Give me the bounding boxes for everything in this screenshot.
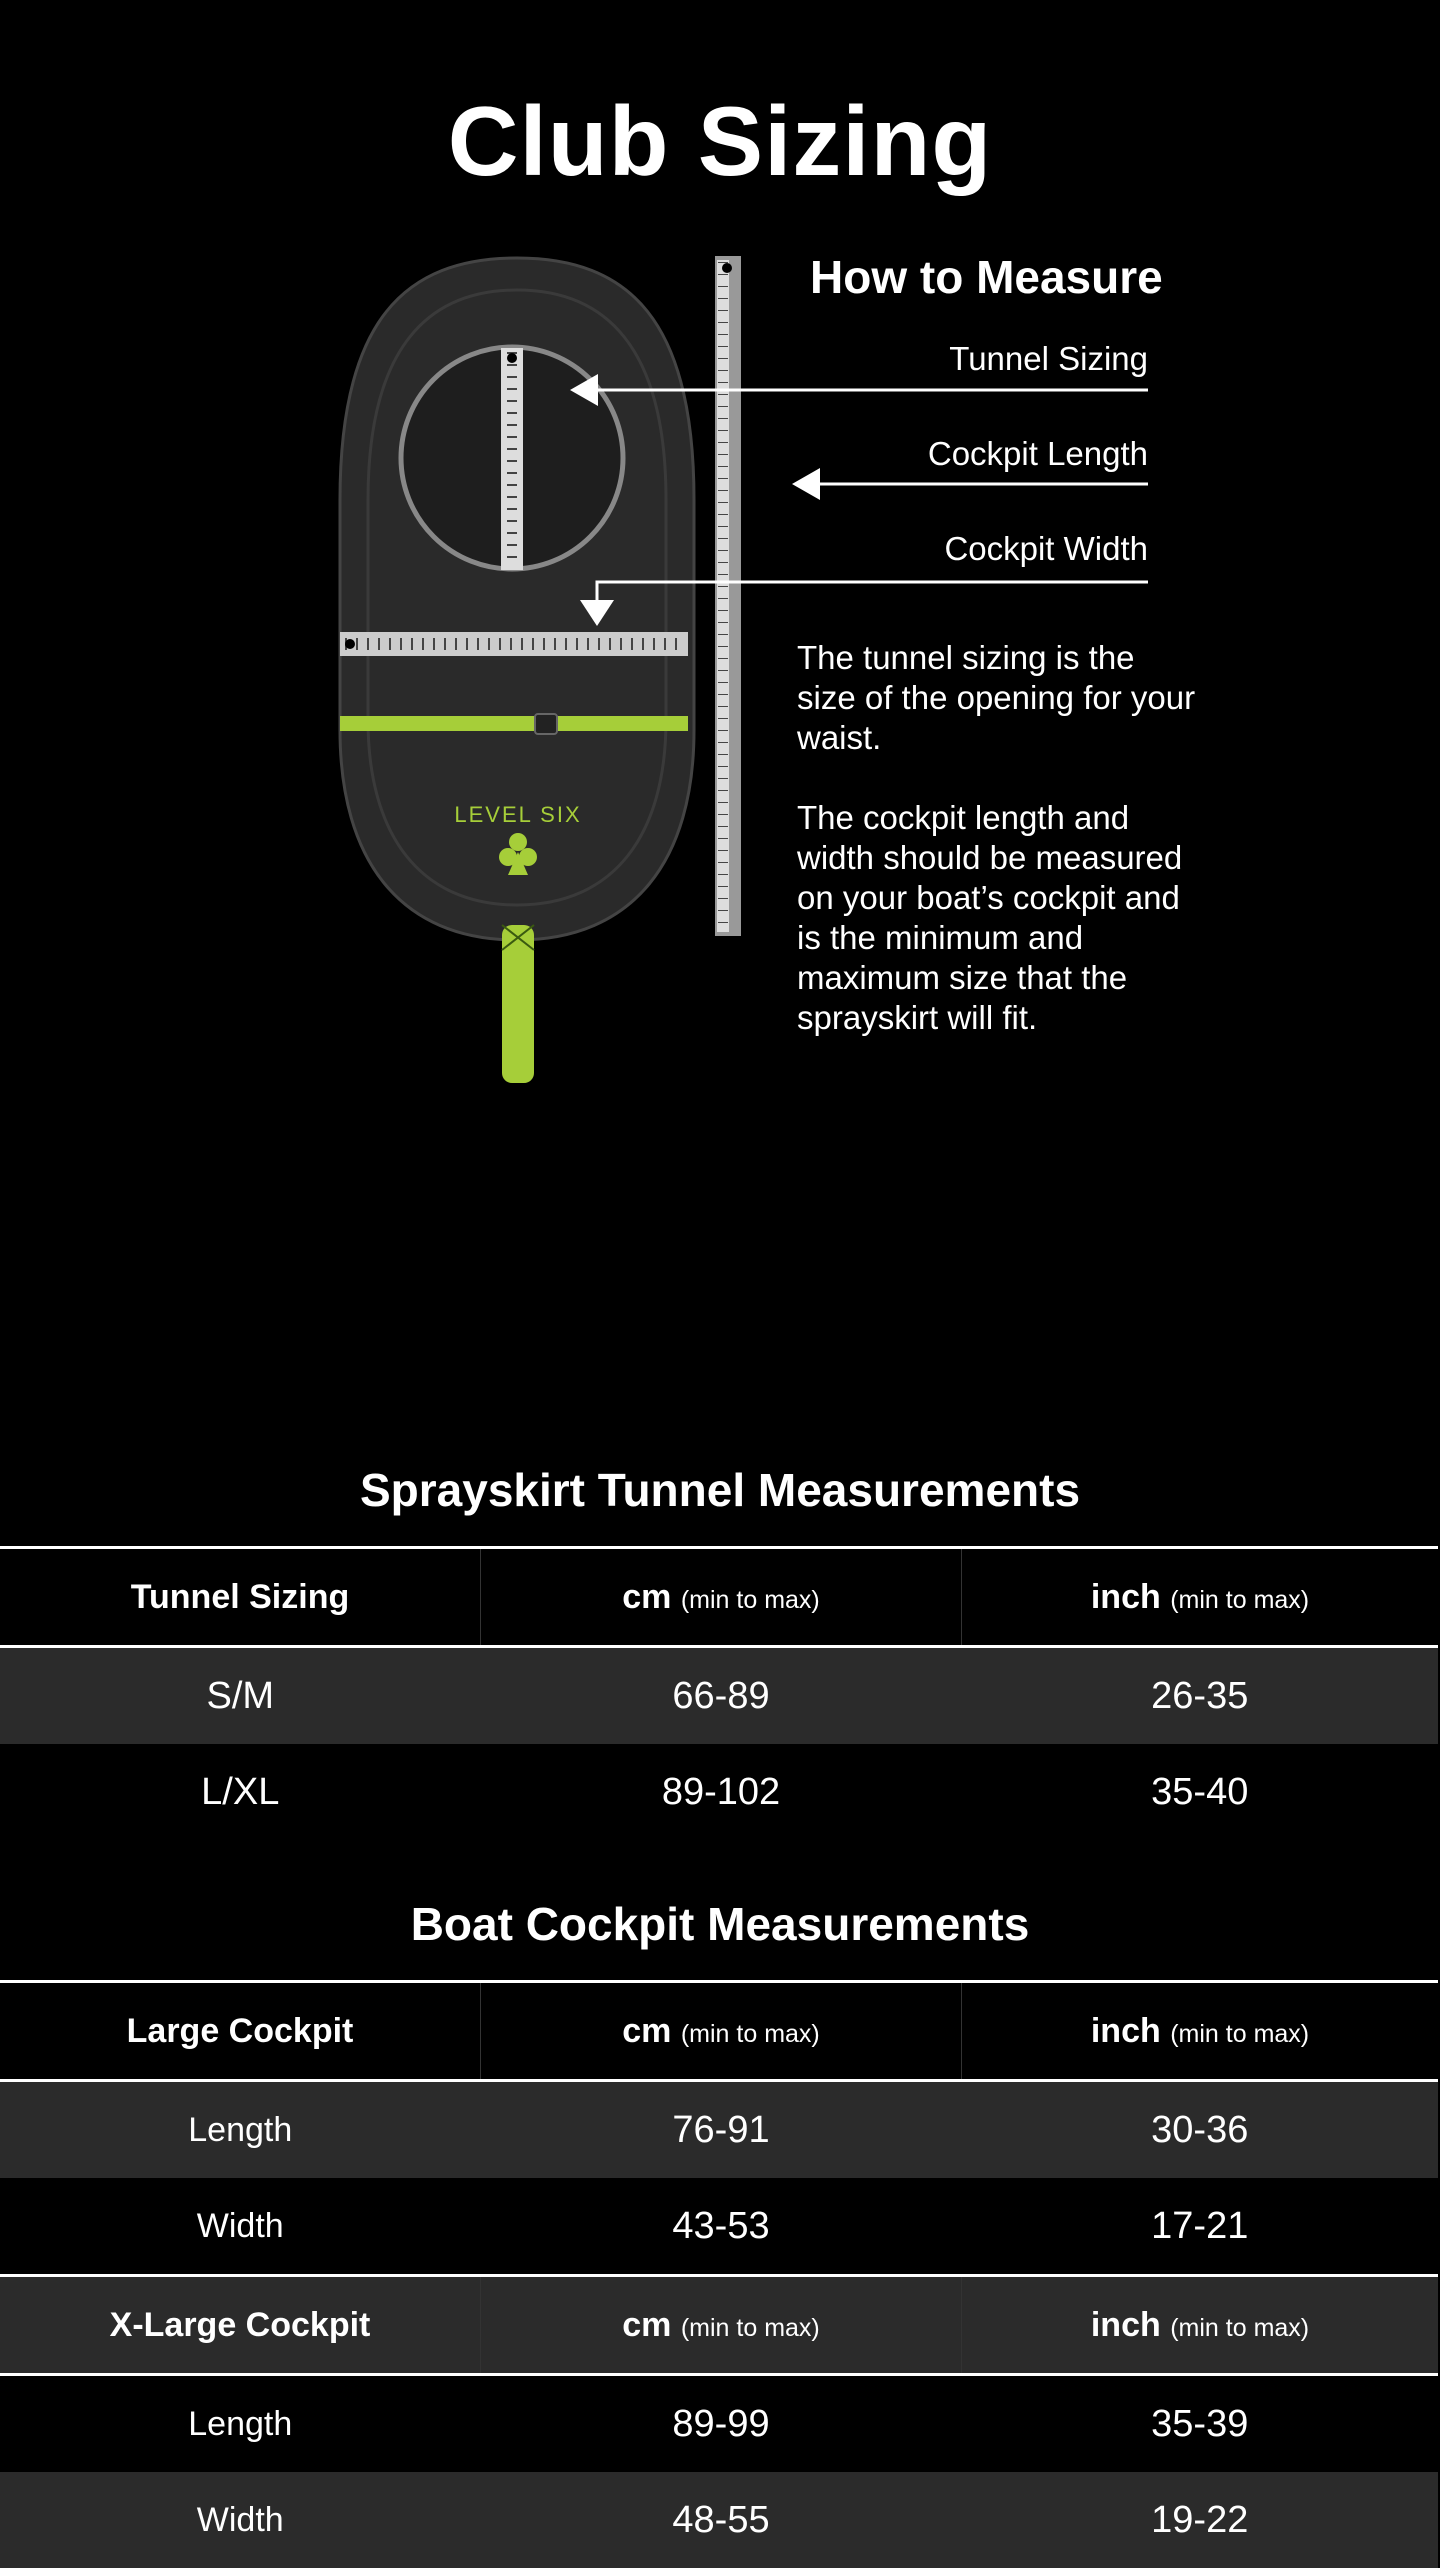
header-cm-label: cm — [622, 1577, 672, 1616]
size-cell: S/M — [0, 1647, 481, 1745]
header-inch-label: inch — [1090, 2011, 1161, 2050]
cockpit-table — [0, 1980, 1438, 2568]
header-inch-note: (min to max) — [1170, 2019, 1310, 2048]
table-row — [0, 1647, 1438, 1745]
dimension-cell: Length — [0, 2375, 481, 2473]
table-row — [0, 2081, 1438, 2179]
green-strap — [340, 716, 688, 731]
cockpit-description: The cockpit length and width should be measured on your boat’s cockpit and is the minimum and maximum size that the sprayskirt will fit. — [797, 799, 1183, 1036]
inch-cell: 17-21 — [962, 2178, 1439, 2276]
table-row — [0, 2178, 1438, 2276]
cm-cell: 76-91 — [481, 2081, 962, 2179]
length-arrow-icon — [792, 468, 820, 500]
dimension-cell: Width — [0, 2178, 481, 2276]
header-inch-note: (min to max) — [1170, 1585, 1310, 1614]
header-cm-note: (min to max) — [680, 1585, 820, 1614]
header-cm-label: cm — [622, 2011, 672, 2050]
cm-cell: 66-89 — [481, 1647, 962, 1745]
inch-cell: 30-36 — [962, 2081, 1439, 2179]
tunnel-ruler — [501, 348, 523, 570]
header-inch — [962, 2276, 1439, 2375]
cm-cell: 48-55 — [481, 2472, 962, 2568]
inch-cell: 26-35 — [962, 1647, 1439, 1745]
header-cm — [481, 1548, 962, 1647]
header-inch — [962, 1982, 1439, 2081]
xlarge-cockpit-header — [0, 2276, 1438, 2375]
tunnel-description: The tunnel sizing is the size of the opening for your waist. — [797, 639, 1196, 756]
header-cm-note: (min to max) — [680, 2313, 820, 2342]
cockpit-table-title: Boat Cockpit Measurements — [410, 1898, 1030, 1950]
page-title: Club Sizing — [447, 86, 993, 196]
how-to-measure-title: How to Measure — [810, 251, 1163, 303]
dimension-cell: Width — [0, 2472, 481, 2568]
header-cm — [481, 2276, 962, 2375]
header-cm-label: cm — [622, 2305, 672, 2344]
header-inch-label: inch — [1090, 1577, 1161, 1616]
inch-cell: 35-39 — [962, 2375, 1439, 2473]
grab-loop — [502, 925, 534, 1083]
header-cm — [481, 1982, 962, 2081]
header-cm-note: (min to max) — [680, 2019, 820, 2048]
header-xlarge-cockpit: X-Large Cockpit — [0, 2276, 481, 2375]
large-cockpit-header — [0, 1982, 1438, 2081]
tunnel-table-title: Sprayskirt Tunnel Measurements — [359, 1464, 1081, 1516]
dimension-cell: Length — [0, 2081, 481, 2179]
brand-logo-text: LEVEL SIX — [454, 802, 582, 827]
cockpit-width-ruler — [340, 632, 688, 656]
header-inch — [962, 1548, 1439, 1647]
sprayskirt-diagram — [0, 0, 1440, 1100]
tunnel-table-header — [0, 1548, 1438, 1647]
table-row — [0, 2472, 1438, 2568]
inch-cell: 19-22 — [962, 2472, 1439, 2568]
header-large-cockpit: Large Cockpit — [0, 1982, 481, 2081]
cm-cell: 89-99 — [481, 2375, 962, 2473]
tunnel-table — [0, 1546, 1438, 1840]
cockpit-length-label: Cockpit Length — [927, 435, 1148, 472]
cockpit-width-label: Cockpit Width — [944, 530, 1148, 567]
cm-cell: 89-102 — [481, 1744, 962, 1840]
table-row — [0, 1744, 1438, 1840]
tunnel-sizing-label: Tunnel Sizing — [949, 340, 1148, 377]
table-row — [0, 2375, 1438, 2473]
cm-cell: 43-53 — [481, 2178, 962, 2276]
inch-cell: 35-40 — [962, 1744, 1439, 1840]
header-inch-note: (min to max) — [1170, 2313, 1310, 2342]
size-cell: L/XL — [0, 1744, 481, 1840]
header-inch-label: inch — [1090, 2305, 1161, 2344]
header-tunnel-sizing: Tunnel Sizing — [0, 1548, 481, 1647]
